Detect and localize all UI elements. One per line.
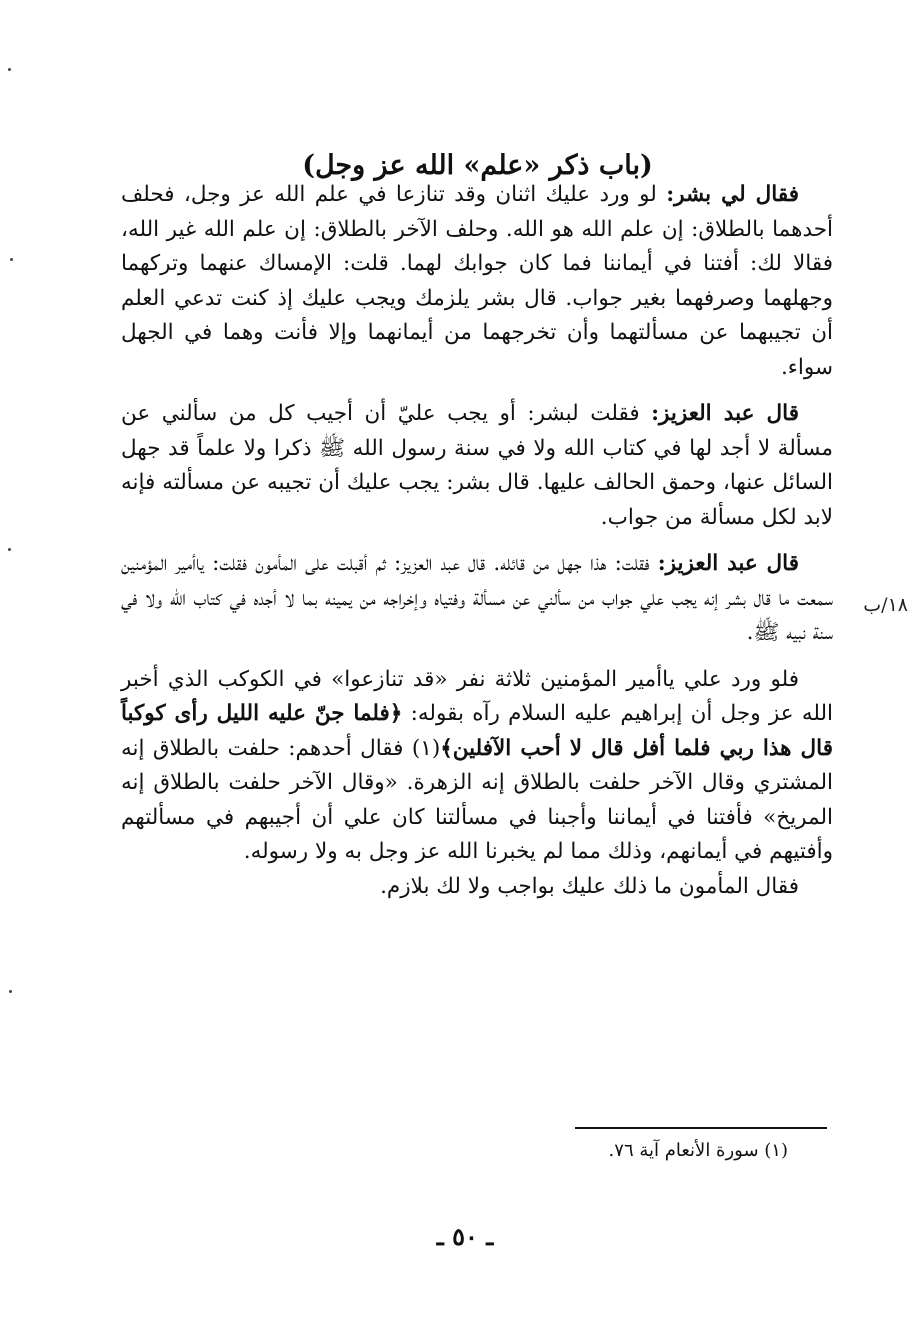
paragraph-1 — [121, 178, 833, 385]
footnote-divider — [575, 1127, 827, 1129]
scan-speck — [9, 990, 12, 993]
paragraph-5 — [121, 870, 833, 905]
speaker-lead: قال عبد العزيز: — [651, 401, 799, 426]
manuscript-folio-note: ١٨/ب — [863, 594, 908, 616]
speaker-lead: فقال لي بشر: — [666, 182, 799, 207]
paragraph-2 — [121, 397, 833, 535]
paragraph-4 — [121, 663, 833, 870]
footnote: (١) سورة الأنعام آية ٧٦. — [608, 1140, 788, 1161]
main-text — [121, 178, 833, 916]
scan-speck — [8, 548, 11, 551]
paragraph-text: فقلت: هذا جهل من قائله. قال عبد العزيز: ثم أقبلت على المأمون فقلت: ياأمير المؤمنين سمعت ما قال بشر إنه يجب علي جواب من سألني عن مسألة وفتياه وإخراجه من يمينه بما لا أجده في كتاب الله ولا في سنة نبيه ﷺ. — [121, 551, 833, 645]
paragraph-text: فقال المأمون ما ذلك عليك بواجب ولا لك بلازم. — [380, 873, 799, 899]
paragraph-text: (١) فقال أحدهم: حلفت بالطلاق إنه المشتري وقال الآخر حلفت بالطلاق إنه الزهرة. «وقال الآخر حلفت بالطلاق إنه المريخ» فأفتنا في أيماننا وأجبنا في مسألتنا كان علي أن أجيبهم في مسألتهم وأفتيهم في أيمانهم، وذلك مما لم يخبرنا الله عز وجل به ولا رسوله. — [121, 735, 833, 864]
speaker-lead: قال عبد العزيز: — [657, 551, 799, 576]
paragraph-text: لو ورد عليك اثنان وقد تنازعا في علم الله عز وجل، فحلف أحدهما بالطلاق: إن علم الله هو الله. وحلف الآخر بالطلاق: إن علم الله غير الله، فقالا لك: أفتنا في أيماننا فما كان جوابك لهما. قلت: الإمساك عنهما وتركهما وجهلهما وصرفهما بغير جواب. قال بشر يلزمك ويجب عليك إذ كنت تدعي العلم أن تجيبهما عن مسألتهما وأن تخرجهما من أيمانهما وإلا فأنت وهما في الجهل سواء. — [121, 182, 833, 380]
paragraph-text: فقلت لبشر: أو يجب عليّ أن أجيب كل من سألني عن مسألة لا أجد لها في كتاب الله ولا في سنة رسول الله ﷺ ذكرا ولا علماً قد جهل السائل عنها، وحمق الحالف عليها. قال بشر: يجب عليك أن تجيبه عن مسألته فإنه لابد لكل مسألة من جواب. — [121, 401, 833, 530]
page-number: ـ ٥٠ ـ — [436, 1222, 494, 1251]
paragraph-text: فلو ورد علي ياأمير المؤمنين ثلاثة نفر «قد تنازعوا» في الكوكب الذي أخبر الله عز وجل أن إبراهيم عليه السلام رآه بقوله: — [121, 666, 833, 726]
quran-verse: ﴿فلما جنّ عليه الليل رأى كوكباً قال هذا ربي فلما أفل قال لا أحب الآفلين﴾ — [121, 701, 833, 761]
scan-speck — [10, 258, 13, 261]
paragraph-3 — [121, 547, 833, 651]
chapter-heading: (باب ذكر «علم» الله عز وجل) — [302, 150, 653, 182]
scan-speck — [8, 68, 11, 71]
